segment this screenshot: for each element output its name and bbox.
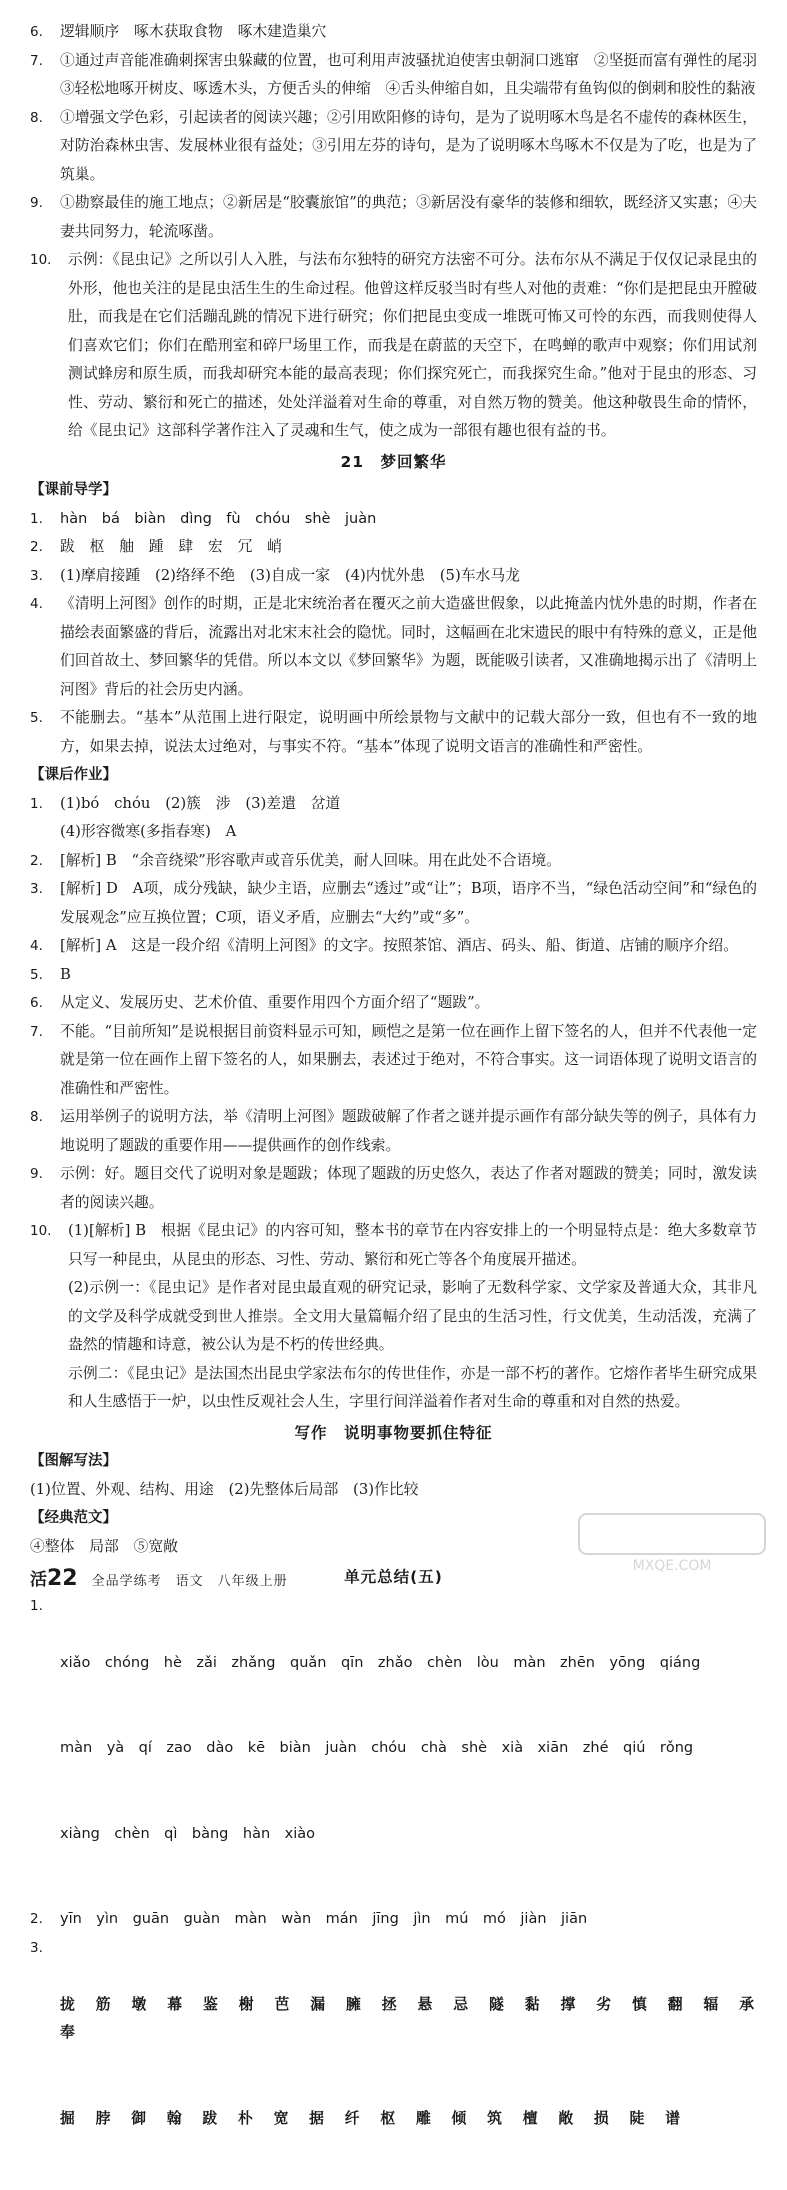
item-number: 7.: [30, 1018, 60, 1104]
item-text: ①通过声音能准确刺探害虫躲藏的位置，也可利用声波骚扰迫使害虫朝洞口逃窜 ②坚挺而富有弹性的尾羽 ③轻松地啄开树皮、啄透木头，方便舌头的伸缩 ④舌头伸缩自如，且尖端带有鱼钩似的倒刺和胶性的黏液: [60, 47, 757, 104]
item-body: [60, 875, 757, 932]
item-body: [60, 104, 757, 190]
writing-method-label: 【图解写法】: [30, 1447, 757, 1476]
unit-item-1: [30, 1592, 757, 1906]
item-body: [60, 47, 757, 104]
answer-item: [30, 961, 757, 990]
classic-example-label: 【经典范文】: [30, 1504, 757, 1533]
book-series: 全品学练考 语文 八年级上册: [92, 1570, 288, 1589]
pinyin-line: xiǎo chóng hè zǎi zhǎng quǎn qīn zhǎo chèn lòu màn zhēn yōng qiáng: [60, 1649, 757, 1678]
item-number: 2.: [30, 847, 60, 876]
char-line: 拢 筋 墩 幕 鉴 榭 芭 漏 臃 拯 悬 忌 隧 黏 撑 劣 慎 翻 辐 承 奉: [60, 1991, 757, 2048]
answer-item: [30, 847, 757, 876]
watermark-text: MXQE.COM: [633, 1558, 712, 1574]
item-text: 跋 枢 舳 踵 肆 宏 冗 峭: [60, 533, 757, 562]
item-body: [60, 505, 757, 534]
item-number: 1.: [30, 505, 60, 534]
item-number: 9.: [30, 189, 60, 246]
item-subtext: (2)示例一：《昆虫记》是作者对昆虫最直观的研究记录，影响了无数科学家、文学家及普通大众，其非凡的文学及科学成就受到世人推崇。全文用大量篇幅介绍了昆虫的生活习性，行文优美，生动活泼，充满了盎然的情趣和诗意，被公认为是不朽的传世经典。: [68, 1274, 757, 1360]
item-text: 示例：《昆虫记》之所以引人入胜，与法布尔独特的研究方法密不可分。法布尔从不满足于仅仅记录昆虫的外形，他也关注的是昆虫活生生的生命过程。他曾这样反驳当时有些人对他的责难：“你们是把昆虫开膛破肚，而我是在它们活蹦乱跳的情况下进行研究；你们把昆虫变成一堆既可怖又可怜的东西，而我则使得人们喜欢它们；你们在酷刑室和碎尸场里工作，而我是在蔚蓝的天空下，在鸣蝉的歌声中观察；你们用试剂测试蜂房和原生质，而我却研究本能的最高表现；你们探究死亡，而我探究生命。”他对于昆虫的形态、习性、劳动、繁衍和死亡的描述，处处洋溢着对生命的尊重，对自然万物的赞美。他这种敬畏生命的情怀，给《昆虫记》这部科学著作注入了灵魂和生气，使之成为一部很有趣也很有益的书。: [68, 246, 757, 446]
answer-item: [30, 989, 757, 1018]
answer-item: [30, 47, 757, 104]
item-number: 9.: [30, 1160, 60, 1217]
item-body: [60, 18, 757, 47]
item-text: 《清明上河图》创作的时期，正是北宋统治者在覆灭之前大造盛世假象，以此掩盖内忧外患的时期，作者在描绘表面繁盛的背后，流露出对北宋末社会的隐忧。同时，这幅画在北宋遗民的眼中有特殊的意义，正是他们回首故土、梦回繁华的凭借。所以本文以《梦回繁华》为题，既能吸引读者，又准确地揭示出了《清明上河图》背后的社会历史内涵。: [60, 590, 757, 704]
answer-item: [30, 104, 757, 190]
item-body: [60, 989, 757, 1018]
item-subtext: (4)形容微寒(多指春寒) A: [60, 818, 757, 847]
item-number: 1.: [30, 790, 60, 847]
item-number: 2.: [30, 1905, 60, 1934]
top-answer-list: [30, 18, 757, 446]
item-text: (1)bó chóu (2)簇 涉 (3)差遣 岔道: [60, 790, 757, 819]
unit-summary-title: 单元总结(五): [30, 1563, 757, 1592]
item-text: 运用举例子的说明方法，举《清明上河图》题跋破解了作者之谜并提示画作有部分缺失等的例子，具体有力地说明了题跋的重要作用——提供画作的创作线索。: [60, 1103, 757, 1160]
unit-item-3: [30, 1934, 757, 2190]
pre-class-list: [30, 505, 757, 762]
pre-class-label: 【课前导学】: [30, 476, 757, 505]
item-text: (1)摩肩接踵 (2)络绎不绝 (3)自成一家 (4)内忧外患 (5)车水马龙: [60, 562, 757, 591]
item-body: [60, 847, 757, 876]
item-number: 8.: [30, 104, 60, 190]
answer-item: [30, 704, 757, 761]
item-number: 3.: [30, 875, 60, 932]
item-number: 5.: [30, 704, 60, 761]
item-body: [60, 562, 757, 591]
unit-item-1-body: [60, 1592, 757, 1906]
item-body: [60, 961, 757, 990]
answer-item: [30, 875, 757, 932]
item-text: ①增强文学色彩，引起读者的阅读兴趣；②引用欧阳修的诗句，是为了说明啄木鸟是名不虚传的森林医生，对防治森林虫害、发展林业很有益处；③引用左芬的诗句，是为了说明啄木鸟啄木不仅是为了吃，也是为了筑巢。: [60, 104, 757, 190]
writing-method-text: (1)位置、外观、结构、用途 (2)先整体后局部 (3)作比较: [30, 1476, 757, 1505]
unit-item-2: [30, 1905, 757, 1934]
item-number: 4.: [30, 590, 60, 704]
item-text: (1)[解析] B 根据《昆虫记》的内容可知，整本书的章节在内容安排上的一个明显特点是：绝大多数章节只写一种昆虫，从昆虫的形态、习性、劳动、繁衍和死亡等各个角度展开描述。: [68, 1217, 757, 1274]
item-number: 6.: [30, 18, 60, 47]
item-text: [解析] D A项，成分残缺，缺少主语，应删去“透过”或“让”；B项，语序不当，“绿色活动空间”和“绿色的发展观念”应互换位置；C项，语义矛盾，应删去“大约”或“多”。: [60, 875, 757, 932]
answer-item: [30, 505, 757, 534]
answer-item: [30, 562, 757, 591]
answer-item: [30, 189, 757, 246]
answer-item: [30, 590, 757, 704]
item-body: [60, 1103, 757, 1160]
unit-item-2-body: yīn yìn guān guàn màn wàn mán jīng jìn mú mó jiàn jiān: [60, 1905, 757, 1934]
item-body: [68, 246, 757, 446]
item-number: 4.: [30, 932, 60, 961]
answer-item: [30, 246, 757, 446]
item-number: 10.: [30, 1217, 68, 1417]
item-number: 2.: [30, 533, 60, 562]
item-number: 5.: [30, 961, 60, 990]
answer-item: [30, 1103, 757, 1160]
item-number: 6.: [30, 989, 60, 1018]
item-text: 示例：好。题目交代了说明对象是题跋；体现了题跋的历史悠久，表达了作者对题跋的赞美；同时，激发读者的阅读兴趣。: [60, 1160, 757, 1217]
after-class-label: 【课后作业】: [30, 761, 757, 790]
item-text: hàn bá biàn dìng fù chóu shè juàn: [60, 505, 757, 534]
answer-item: [30, 1217, 757, 1417]
answer-item: [30, 1160, 757, 1217]
item-number: 10.: [30, 246, 68, 446]
after-class-list: [30, 790, 757, 1417]
item-text: 不能。“目前所知”是说根据目前资料显示可知，顾恺之是第一位在画作上留下签名的人，但并不代表他一定就是第一位在画作上留下签名的人，如果删去，表述过于绝对，不符合事实。这一词语体现了说明文语言的准确性和严密性。: [60, 1018, 757, 1104]
answer-item: [30, 1018, 757, 1104]
brand-mark: 活: [30, 1565, 47, 1590]
item-text: [解析] B “余音绕梁”形容歌声或音乐优美，耐人回味。用在此处不合语境。: [60, 847, 757, 876]
watermark-logo: [577, 1512, 767, 1576]
item-number: 3.: [30, 562, 60, 591]
classic-example-text: ④整体 局部 ⑤宽敞: [30, 1533, 757, 1562]
item-subtext: 示例二：《昆虫记》是法国杰出昆虫学家法布尔的传世佳作，亦是一部不朽的著作。它熔作者毕生研究成果和人生感悟于一炉，以虫性反观社会人生，字里行间洋溢着作者对生命的尊重和对自然的热爱。: [68, 1360, 757, 1417]
item-number: 8.: [30, 1103, 60, 1160]
item-body: [60, 1018, 757, 1104]
item-body: [60, 790, 757, 847]
page-number: 22: [47, 1566, 78, 1591]
unit-item-3-body: [60, 1934, 757, 2190]
lesson-21-title: 21 梦回繁华: [30, 448, 757, 477]
item-text: 从定义、发展历史、艺术价值、重要作用四个方面介绍了“题跋”。: [60, 989, 757, 1018]
item-body: [68, 1217, 757, 1417]
pinyin-line: xiàng chèn qì bàng hàn xiào: [60, 1820, 757, 1849]
item-body: [60, 704, 757, 761]
item-body: [60, 1160, 757, 1217]
item-text: B: [60, 961, 757, 990]
item-text: 逻辑顺序 啄木获取食物 啄木建造巢穴: [60, 18, 757, 47]
item-text: [解析] A 这是一段介绍《清明上河图》的文字。按照茶馆、酒店、码头、船、街道、店铺的顺序介绍。: [60, 932, 757, 961]
answer-item: [30, 932, 757, 961]
writing-title: 写作 说明事物要抓住特征: [30, 1419, 757, 1448]
answer-item: [30, 533, 757, 562]
char-line: 掘 脖 御 翰 跋 朴 宽 据 纤 枢 雕 倾 筑 檀 敞 损 陡 谱: [60, 2105, 757, 2134]
item-body: [60, 189, 757, 246]
answer-item: [30, 18, 757, 47]
item-number: 7.: [30, 47, 60, 104]
answer-item: [30, 790, 757, 847]
item-body: [60, 932, 757, 961]
item-body: [60, 590, 757, 704]
item-body: [60, 533, 757, 562]
item-text: 不能删去。“基本”从范围上进行限定，说明画中所绘景物与文献中的记载大部分一致，但也有不一致的地方，如果去掉，说法太过绝对，与事实不符。“基本”体现了说明文语言的准确性和严密性。: [60, 704, 757, 761]
item-number: 3.: [30, 1934, 60, 2190]
item-number: 1.: [30, 1592, 60, 1906]
item-text: ①勘察最佳的施工地点；②新居是“胶囊旅馆”的典范；③新居没有豪华的装修和细软，既经济又实惠；④夫妻共同努力，轮流啄凿。: [60, 189, 757, 246]
pinyin-line: màn yà qí zao dào kē biàn juàn chóu chà shè xià xiān zhé qiú rǒng: [60, 1734, 757, 1763]
page-footer: [30, 1565, 288, 1591]
